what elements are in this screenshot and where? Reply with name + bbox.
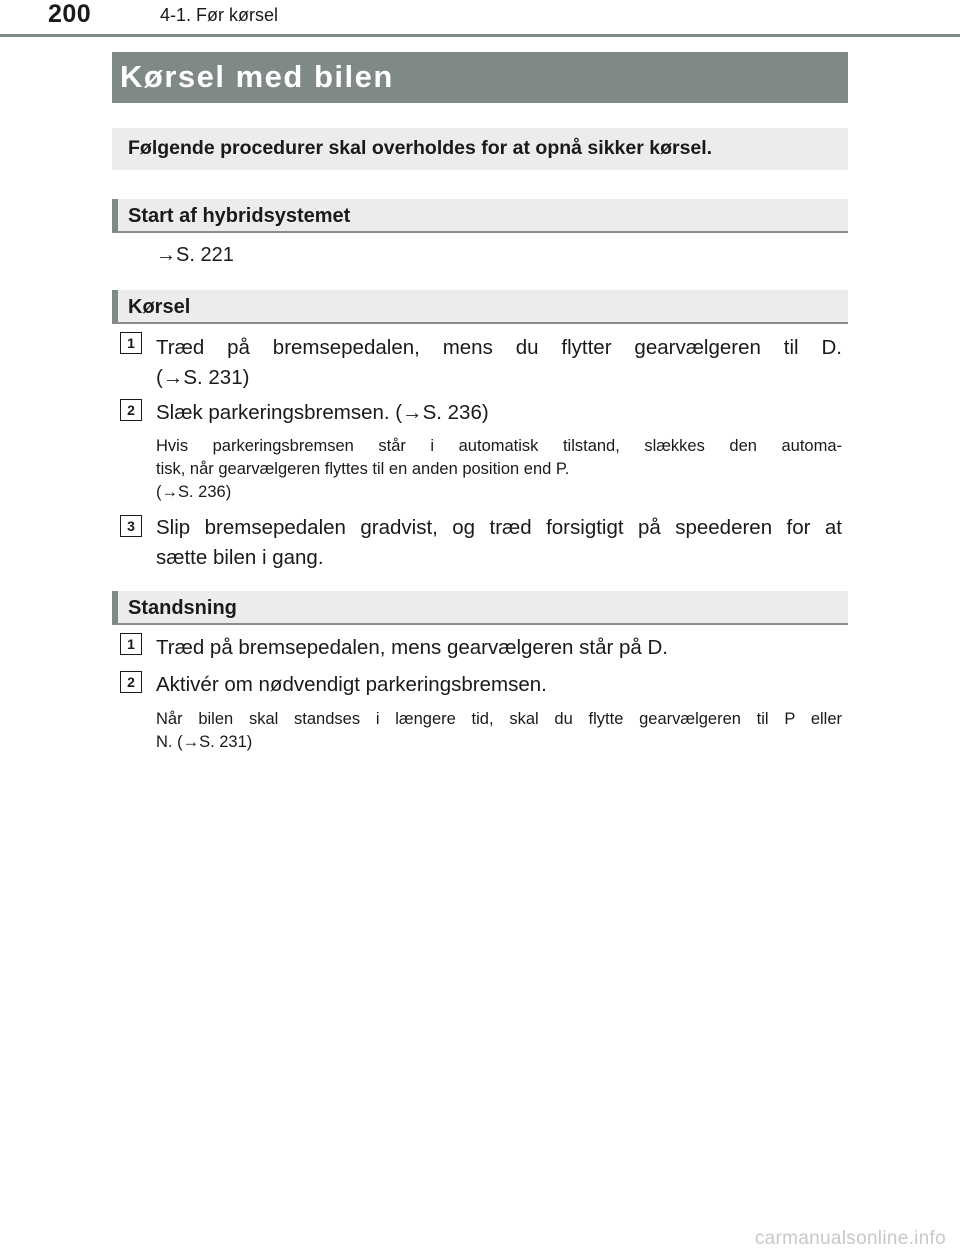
step-text: Træd på bremsepedalen, mens gearvælgeren står på D. bbox=[156, 636, 668, 659]
section-heading-driving bbox=[112, 290, 848, 324]
note-line: (→S. 236) bbox=[156, 483, 232, 501]
step-text-line: Slip bremsepedalen gradvist, og træd forsigtigt på speederen for at bbox=[156, 516, 842, 539]
step-text-line: Træd på bremsepedalen, mens du flytter gearvælgeren til D. bbox=[156, 336, 842, 359]
step-text: Slæk parkeringsbremsen. (→S. 236) bbox=[156, 401, 489, 424]
note-line: Hvis parkeringsbremsen står i automatisk tilstand, slækkes den automa- bbox=[156, 437, 842, 455]
step-text-line: (→S. 231) bbox=[156, 366, 250, 389]
step-text: Aktivér om nødvendigt parkeringsbremsen. bbox=[156, 673, 547, 696]
header-rule bbox=[0, 34, 960, 37]
section-heading-start-label: Start af hybridsystemet bbox=[128, 205, 351, 227]
page-title-bar bbox=[112, 52, 848, 103]
note-line: N. (→S. 231) bbox=[156, 733, 253, 751]
note-text bbox=[156, 708, 842, 754]
note-line: tisk, når gearvælgeren flyttes til en anden position end P. bbox=[156, 460, 570, 478]
page-title: Kørsel med bilen bbox=[120, 59, 394, 94]
watermark: carmanualsonline.info bbox=[754, 1228, 946, 1249]
section-heading-stopping bbox=[112, 591, 848, 625]
note-text bbox=[156, 435, 842, 504]
intro-text: Følgende procedurer skal overholdes for at opnå sikker kørsel. bbox=[128, 137, 713, 159]
step-number-badge: 1 bbox=[120, 633, 142, 655]
page-number: 200 bbox=[48, 0, 92, 28]
step-number-badge: 2 bbox=[120, 399, 142, 421]
step-text bbox=[156, 513, 842, 573]
step-number-badge: 3 bbox=[120, 515, 142, 537]
step-number-badge: 2 bbox=[120, 671, 142, 693]
section-heading-driving-label: Kørsel bbox=[128, 296, 191, 318]
note-line: Når bilen skal standses i længere tid, skal du flytte gearvælgeren til P eller bbox=[156, 710, 842, 728]
step-text bbox=[156, 333, 842, 393]
step-text-line: sætte bilen i gang. bbox=[156, 546, 324, 569]
section-heading-start bbox=[112, 199, 848, 233]
intro-box bbox=[112, 128, 848, 170]
page-reference-start[interactable]: →S. 221 bbox=[156, 244, 234, 266]
chapter-title: 4-1. Før kørsel bbox=[160, 5, 279, 25]
step-number-badge: 1 bbox=[120, 332, 142, 354]
section-heading-stopping-label: Standsning bbox=[128, 597, 237, 619]
